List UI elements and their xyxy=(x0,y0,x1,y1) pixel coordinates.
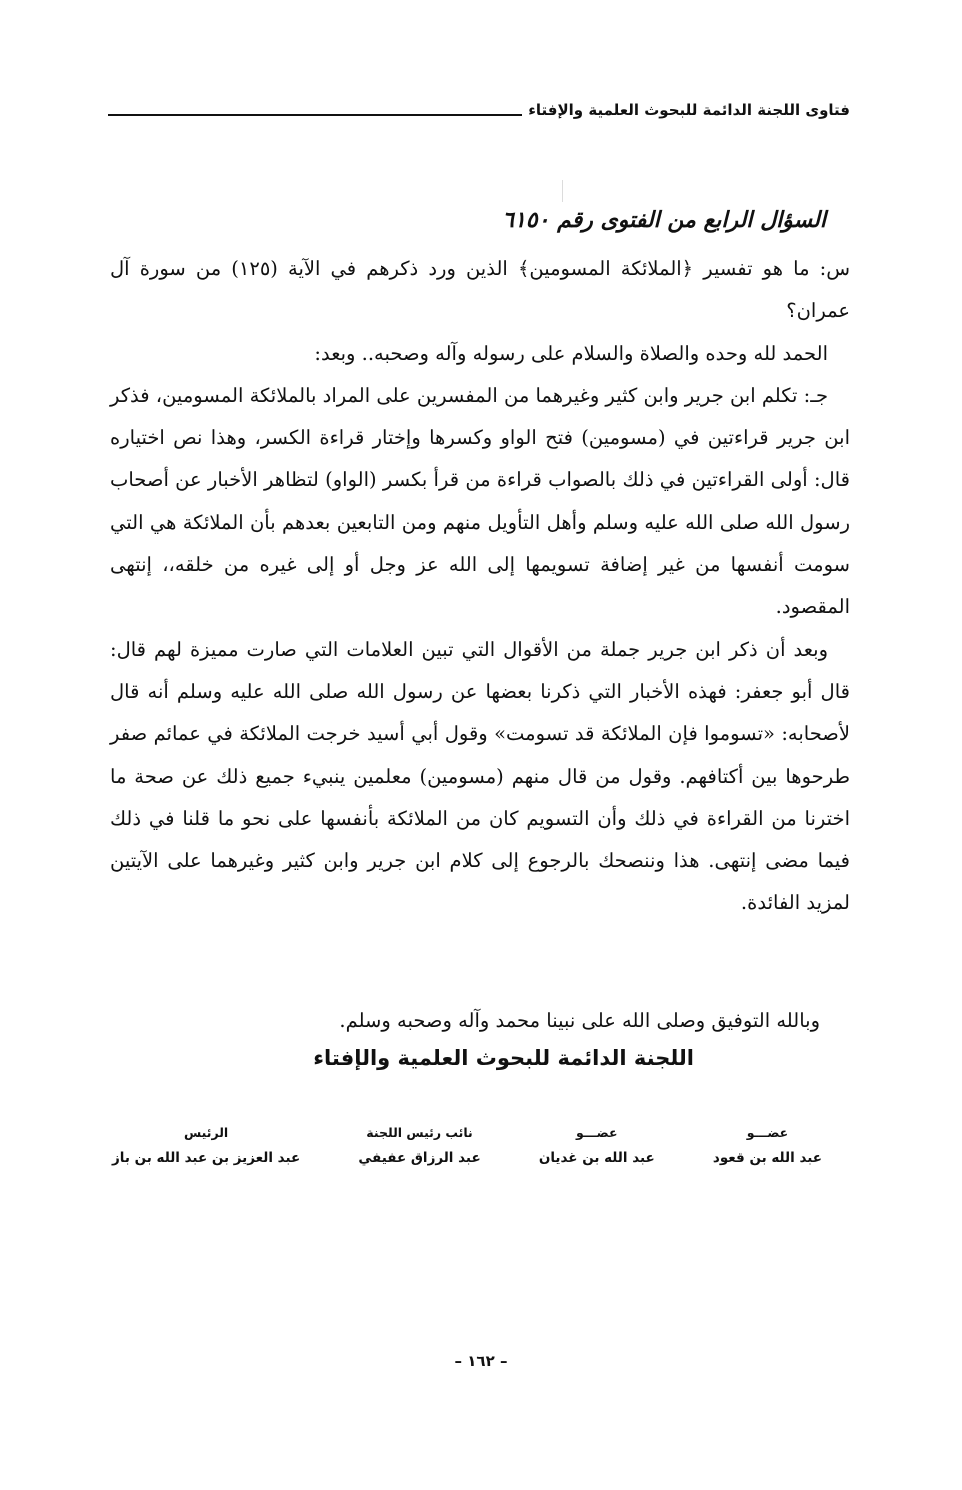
signatory-role: عضـــو xyxy=(746,1125,789,1140)
question-title: السؤال الرابع من الفتوى رقم ٦١٥٠ xyxy=(502,207,826,233)
answer-paragraph-1: جـ: تكلم ابن جرير وابن كثير وغيرهما من المفسرين على المراد بالملائكة المسومين، فذكر ابن جرير قراءتين في (مسومين) فتح الواو وكسرها وإختار قراءة الكسر، وهذا نص اختياره قال: أولى القراءتين في ذلك بالصواب قراءة من قرأ بكسر (الواو) لتظاهر الأخبار عن أصحاب رسول الله صلى الله عليه وسلم وأهل التأويل منهم ومن التابعين بعدهم بأن الملائكة هي التي سومت أنفسها من غير إضافة تسويمها إلى الله عز وجل أو إلى غيره من خلقه،، إنتهى المقصود. xyxy=(110,383,850,619)
signatory-name: عبد العزيز بن عبد الله بن باز xyxy=(112,1150,301,1166)
signatures xyxy=(112,1122,822,1182)
fatwa-body xyxy=(110,248,850,925)
signatory-role: الرئيس xyxy=(184,1125,229,1140)
signatory xyxy=(539,1122,655,1182)
running-header xyxy=(108,88,850,118)
signatory xyxy=(713,1122,822,1182)
signatory-name: عبد الله بن غديان xyxy=(538,1150,655,1166)
running-title: فتاوى اللجنة الدائمة للبحوث العلمية والإفتاء xyxy=(528,101,850,119)
answer-opening: الحمد لله وحده والصلاة والسلام على رسوله وآله وصحبه.. وبعد: xyxy=(314,341,828,365)
signatory xyxy=(112,1122,300,1182)
signatory-name: عبد الله بن قعود xyxy=(712,1150,822,1166)
signatory-name: عبد الرزاق عفيفي xyxy=(358,1150,481,1166)
closing-prayer: وبالله التوفيق وصلى الله على نبينا محمد وآله وصحبه وسلم. xyxy=(339,1009,820,1032)
page-number: – ١٦٢ – xyxy=(454,1352,508,1370)
scan-mark xyxy=(562,180,563,202)
header-rule xyxy=(108,114,522,116)
question-text: س: ما هو تفسير ﴿الملائكة المسومين﴾ الذين ورد ذكرهم في الآية (١٢٥) من سورة آل عمران؟ xyxy=(110,257,851,323)
signatory-role: عضـــو xyxy=(576,1125,618,1140)
signatory xyxy=(358,1122,480,1182)
committee-name: اللجنة الدائمة للبحوث العلمية والإفتاء xyxy=(313,1046,694,1070)
answer-paragraph-2: وبعد أن ذكر ابن جرير جملة من الأقوال التي تبين العلامات التي صارت مميزة لهم قال: قال أبو جعفر: فهذه الأخبار التي ذكرنا بعضها عن رسول الله صلى الله عليه وسلم أنه قال لأصحابه: «تسوموا فإن الملائكة قد تسومت» وقول أبي أسيد خرجت الملائكة في عمائم صفر طرحوها بين أكتافهم. وقول من قال منهم (مسومين) معلمين ينبيء جميع ذلك عن صحة ما اخترنا من القراءة في ذلك وأن التسويم كان من الملائكة بأنفسها على نحو ما قلنا في ذلك فيما مضى إنتهى. هذا وننصحك بالرجوع إلى كلام ابن جرير وابن كثير وغيرهما على الآيتين لمزيد الفائدة. xyxy=(110,637,850,915)
signatory-role: نائب رئيس اللجنة xyxy=(366,1125,473,1140)
